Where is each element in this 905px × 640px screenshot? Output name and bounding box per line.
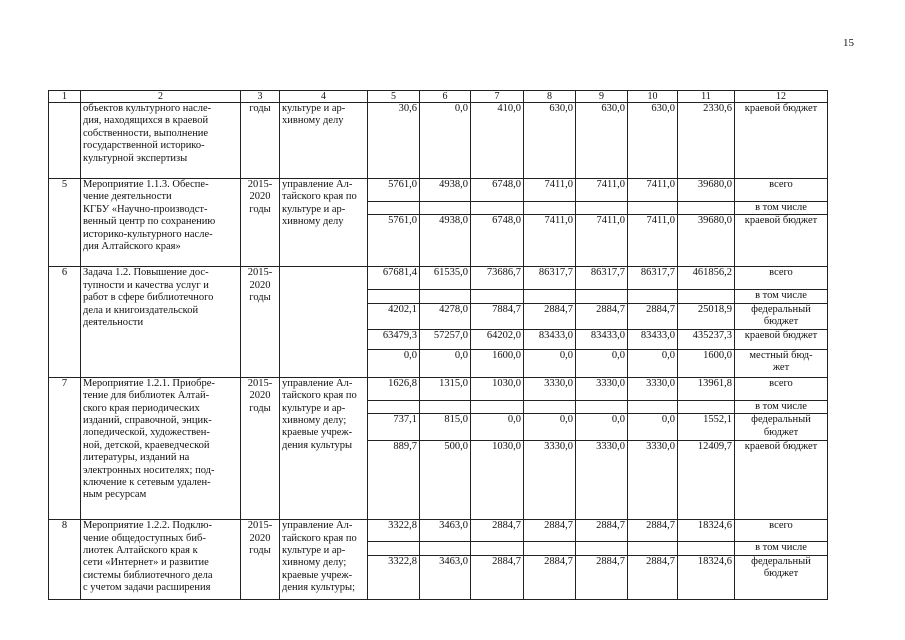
- column-number: 3: [241, 91, 280, 103]
- value-cell: 435237,3: [678, 329, 735, 349]
- empty-cell: [471, 202, 524, 215]
- funding-source: федеральный бюджет: [735, 414, 828, 441]
- funding-source: краевой бюджет: [735, 103, 828, 179]
- activity-name: Мероприятие 1.2.2. Подклю- чение общедоступных биб- лиотек Алтайского края к сети «Интернет» и развитие системы библиотечного дела с учетом задачи расширения: [81, 520, 241, 599]
- value-cell: 3330,0: [524, 377, 576, 400]
- value-cell: 3330,0: [628, 441, 678, 520]
- value-cell: 5761,0: [368, 179, 420, 202]
- value-cell: 0,0: [524, 414, 576, 441]
- funding-source: краевой бюджет: [735, 441, 828, 520]
- empty-cell: [420, 290, 471, 303]
- value-cell: 3330,0: [628, 377, 678, 400]
- value-cell: 18324,6: [678, 555, 735, 599]
- value-cell: 0,0: [420, 103, 471, 179]
- value-cell: 1626,8: [368, 377, 420, 400]
- executor: [280, 267, 368, 377]
- empty-cell: [471, 290, 524, 303]
- column-number: 11: [678, 91, 735, 103]
- value-cell: 4938,0: [420, 215, 471, 267]
- value-cell: 67681,4: [368, 267, 420, 290]
- executor: управление Ал- тайского края по культуре и ар- хивному делу; краевые учреж- дения культуры;: [280, 520, 368, 599]
- value-cell: 18324,6: [678, 520, 735, 542]
- value-cell: 57257,0: [420, 329, 471, 349]
- value-cell: 500,0: [420, 441, 471, 520]
- value-cell: 889,7: [368, 441, 420, 520]
- value-cell: 0,0: [420, 349, 471, 377]
- value-cell: 3322,8: [368, 520, 420, 542]
- value-cell: 2884,7: [524, 303, 576, 329]
- column-number: 1: [49, 91, 81, 103]
- value-cell: 63479,3: [368, 329, 420, 349]
- value-cell: 4278,0: [420, 303, 471, 329]
- activity-name: Задача 1.2. Повышение дос- тупности и качества услуг и работ в сфере библиотечного дела и книгоиздательской деятельности: [81, 267, 241, 377]
- empty-cell: [524, 290, 576, 303]
- value-cell: 410,0: [471, 103, 524, 179]
- row-number: 6: [49, 267, 81, 377]
- value-cell: 7411,0: [628, 215, 678, 267]
- table-row-6: [49, 267, 828, 290]
- column-number: 9: [576, 91, 628, 103]
- period: годы: [241, 103, 280, 179]
- empty-cell: [368, 290, 420, 303]
- value-cell: 7411,0: [524, 179, 576, 202]
- row-number: [49, 103, 81, 179]
- table-row-continued: [49, 103, 828, 179]
- funding-source: федеральный бюджет: [735, 555, 828, 599]
- period: 2015- 2020 годы: [241, 377, 280, 519]
- value-cell: 2884,7: [471, 520, 524, 542]
- funding-source: в том числе: [735, 400, 828, 413]
- value-cell: 1030,0: [471, 441, 524, 520]
- empty-cell: [678, 400, 735, 413]
- value-cell: 2884,7: [524, 555, 576, 599]
- empty-cell: [628, 400, 678, 413]
- column-number: 2: [81, 91, 241, 103]
- value-cell: 3330,0: [576, 377, 628, 400]
- value-cell: 7411,0: [576, 179, 628, 202]
- empty-cell: [420, 202, 471, 215]
- value-cell: 12409,7: [678, 441, 735, 520]
- value-cell: 83433,0: [524, 329, 576, 349]
- value-cell: 0,0: [368, 349, 420, 377]
- empty-cell: [678, 202, 735, 215]
- value-cell: 0,0: [628, 414, 678, 441]
- empty-cell: [524, 202, 576, 215]
- value-cell: 0,0: [576, 414, 628, 441]
- empty-cell: [524, 542, 576, 555]
- value-cell: 2884,7: [628, 555, 678, 599]
- value-cell: 2884,7: [576, 520, 628, 542]
- empty-cell: [368, 400, 420, 413]
- value-cell: 1315,0: [420, 377, 471, 400]
- empty-cell: [678, 542, 735, 555]
- value-cell: 0,0: [471, 414, 524, 441]
- column-number: 5: [368, 91, 420, 103]
- value-cell: 630,0: [524, 103, 576, 179]
- value-cell: 61535,0: [420, 267, 471, 290]
- value-cell: 461856,2: [678, 267, 735, 290]
- funding-source: в том числе: [735, 202, 828, 215]
- value-cell: 30,6: [368, 103, 420, 179]
- funding-source: всего: [735, 267, 828, 290]
- empty-cell: [420, 400, 471, 413]
- empty-cell: [678, 290, 735, 303]
- funding-source: в том числе: [735, 542, 828, 555]
- value-cell: 3463,0: [420, 520, 471, 542]
- row-number: 7: [49, 377, 81, 519]
- funding-source: федеральный бюджет: [735, 303, 828, 329]
- funding-source: всего: [735, 179, 828, 202]
- column-number: 4: [280, 91, 368, 103]
- value-cell: 86317,7: [524, 267, 576, 290]
- empty-cell: [576, 542, 628, 555]
- value-cell: 2884,7: [576, 303, 628, 329]
- column-number: 10: [628, 91, 678, 103]
- value-cell: 2884,7: [524, 520, 576, 542]
- value-cell: 2884,7: [628, 303, 678, 329]
- value-cell: 737,1: [368, 414, 420, 441]
- funding-source: всего: [735, 377, 828, 400]
- period: 2015- 2020 годы: [241, 520, 280, 599]
- value-cell: 0,0: [576, 349, 628, 377]
- period: 2015- 2020 годы: [241, 267, 280, 377]
- program-activities-table: [48, 90, 828, 600]
- empty-cell: [420, 542, 471, 555]
- executor: культуре и ар- хивному делу: [280, 103, 368, 179]
- period: 2015- 2020 годы: [241, 179, 280, 267]
- funding-source: всего: [735, 520, 828, 542]
- empty-cell: [471, 400, 524, 413]
- value-cell: 7411,0: [524, 215, 576, 267]
- value-cell: 64202,0: [471, 329, 524, 349]
- value-cell: 3463,0: [420, 555, 471, 599]
- empty-cell: [368, 202, 420, 215]
- empty-cell: [524, 400, 576, 413]
- activity-name: Мероприятие 1.1.3. Обеспе- чение деятельности КГБУ «Научно-производст- венный центр по сохранению историко-культурного насле- дия Алтайского края»: [81, 179, 241, 267]
- empty-cell: [471, 542, 524, 555]
- value-cell: 6748,0: [471, 179, 524, 202]
- row-number: 5: [49, 179, 81, 267]
- value-cell: 86317,7: [628, 267, 678, 290]
- row-number: 8: [49, 520, 81, 599]
- value-cell: 0,0: [524, 349, 576, 377]
- empty-cell: [628, 290, 678, 303]
- value-cell: 2884,7: [576, 555, 628, 599]
- funding-source: краевой бюджет: [735, 215, 828, 267]
- value-cell: 4938,0: [420, 179, 471, 202]
- value-cell: 73686,7: [471, 267, 524, 290]
- value-cell: 0,0: [628, 349, 678, 377]
- value-cell: 1552,1: [678, 414, 735, 441]
- value-cell: 6748,0: [471, 215, 524, 267]
- activity-name: Мероприятие 1.2.1. Приобре- тение для библиотек Алтай- ского края периодических изданий, справочной, энцик- лопедической, художествен- ной, детской, краеведческой литературы, изданий на электронных носителях; под- ключение к сетевым удален- ным ресурсам: [81, 377, 241, 519]
- value-cell: 815,0: [420, 414, 471, 441]
- funding-source: краевой бюджет: [735, 329, 828, 349]
- value-cell: 2884,7: [471, 555, 524, 599]
- activity-name: объектов культурного насле- дия, находящихся в краевой собственности, выполнение государственной историко- культурной экспертизы: [81, 103, 241, 179]
- column-number: 7: [471, 91, 524, 103]
- value-cell: 3322,8: [368, 555, 420, 599]
- value-cell: 39680,0: [678, 215, 735, 267]
- value-cell: 630,0: [576, 103, 628, 179]
- value-cell: 4202,1: [368, 303, 420, 329]
- empty-cell: [368, 542, 420, 555]
- value-cell: 83433,0: [628, 329, 678, 349]
- value-cell: 39680,0: [678, 179, 735, 202]
- empty-cell: [628, 202, 678, 215]
- column-number-row: [49, 91, 828, 103]
- column-number: 12: [735, 91, 828, 103]
- value-cell: 1600,0: [471, 349, 524, 377]
- empty-cell: [576, 202, 628, 215]
- executor: управление Ал- тайского края по культуре и ар- хивному делу: [280, 179, 368, 267]
- funding-source: местный бюд- жет: [735, 349, 828, 377]
- column-number: 6: [420, 91, 471, 103]
- value-cell: 3330,0: [524, 441, 576, 520]
- value-cell: 25018,9: [678, 303, 735, 329]
- empty-cell: [576, 290, 628, 303]
- empty-cell: [576, 400, 628, 413]
- value-cell: 86317,7: [576, 267, 628, 290]
- empty-cell: [628, 542, 678, 555]
- value-cell: 7411,0: [576, 215, 628, 267]
- value-cell: 630,0: [628, 103, 678, 179]
- table-row-5: [49, 179, 828, 202]
- table-row-8: [49, 520, 828, 542]
- table-row-7: [49, 377, 828, 400]
- value-cell: 3330,0: [576, 441, 628, 520]
- executor: управление Ал- тайского края по культуре и ар- хивному делу; краевые учреж- дения культуры: [280, 377, 368, 519]
- value-cell: 7884,7: [471, 303, 524, 329]
- page-number: 15: [843, 37, 854, 49]
- value-cell: 83433,0: [576, 329, 628, 349]
- column-number: 8: [524, 91, 576, 103]
- value-cell: 13961,8: [678, 377, 735, 400]
- value-cell: 5761,0: [368, 215, 420, 267]
- value-cell: 7411,0: [628, 179, 678, 202]
- value-cell: 1600,0: [678, 349, 735, 377]
- value-cell: 2884,7: [628, 520, 678, 542]
- value-cell: 1030,0: [471, 377, 524, 400]
- funding-source: в том числе: [735, 290, 828, 303]
- value-cell: 2330,6: [678, 103, 735, 179]
